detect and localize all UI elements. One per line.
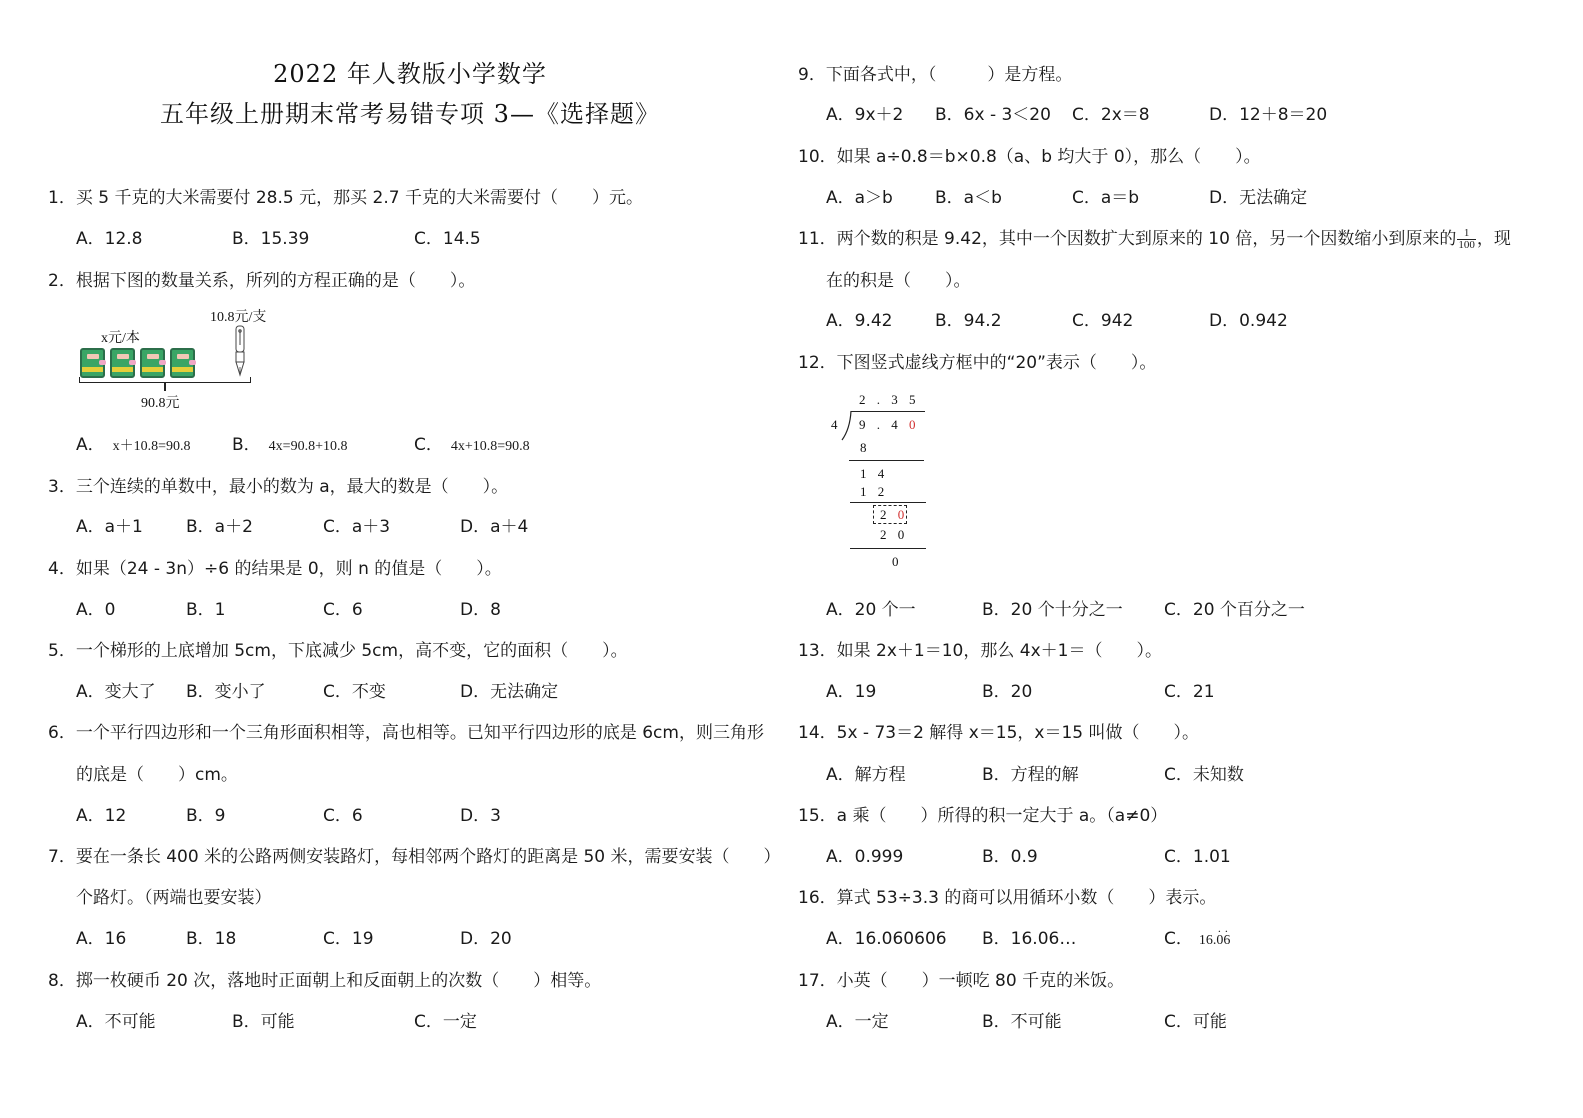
notebook-price-label: x元/本 <box>101 331 140 346</box>
question-8: 8．掷一枚硬币 20 次，落地时正面朝上和反面朝上的次数（ ）相等。 <box>48 971 602 991</box>
question-3: 3．三个连续的单数中，最小的数为 a，最大的数是（ ）。 <box>48 477 509 497</box>
question-9: 9．下面各式中，（ ）是方程。 <box>798 65 1073 85</box>
q8-option-b[interactable]: B．可能 <box>232 1012 295 1032</box>
question-14: 14．5x - 73＝2 解得 x＝15，x＝15 叫做（ ）。 <box>798 723 1200 743</box>
q1-option-a[interactable]: A．12.8 <box>76 229 143 249</box>
q7-option-a[interactable]: A．16 <box>76 929 127 949</box>
question-13: 13．如果 2x＋1＝10，那么 4x＋1＝（ ）。 <box>798 641 1162 661</box>
q6-option-b[interactable]: B．9 <box>186 806 226 826</box>
q11-option-d[interactable]: D．0.942 <box>1209 311 1288 331</box>
dividend: 9 . 4 0 <box>859 417 920 432</box>
notebook-icon <box>110 348 135 378</box>
q9-option-b[interactable]: B．6x - 3＜20 <box>935 105 1051 125</box>
notebook-icon <box>170 348 195 378</box>
q12-option-a[interactable]: A．20 个一 <box>826 600 916 620</box>
q5-option-a[interactable]: A．变大了 <box>76 682 156 702</box>
question-7-continued: 个路灯。（两端也要安装） <box>76 888 272 908</box>
title-line-2: 五年级上册期末常考易错专项 3—《选择题》 <box>160 100 660 128</box>
total-label: 90.8元 <box>141 396 180 411</box>
q15-option-a[interactable]: A．0.999 <box>826 847 904 867</box>
q4-option-c[interactable]: C．6 <box>323 600 363 620</box>
q7-option-d[interactable]: D．20 <box>460 929 512 949</box>
q13-option-c[interactable]: C．21 <box>1164 682 1215 702</box>
q14-option-b[interactable]: B．方程的解 <box>982 765 1079 785</box>
q17-option-c[interactable]: C．可能 <box>1164 1012 1227 1032</box>
q8-option-c[interactable]: C．一定 <box>414 1012 477 1032</box>
question-15: 15．a 乘（ ）所得的积一定大于 a。（a≠0） <box>798 806 1168 826</box>
question-1 <box>48 183 643 208</box>
question-5: 5．一个梯形的上底增加 5cm，下底减少 5cm，高不变，它的面积（ ）。 <box>48 641 628 661</box>
question-10: 10．如果 a÷0.8＝b×0.8（a、b 均大于 0），那么（ ）。 <box>798 147 1261 167</box>
q17-option-b[interactable]: B．不可能 <box>982 1012 1062 1032</box>
q12-option-b[interactable]: B．20 个十分之一 <box>982 600 1123 620</box>
q3-option-c[interactable]: C．a＋3 <box>323 517 391 537</box>
q2-option-b[interactable]: B． 4x=90.8+10.8 <box>232 435 348 455</box>
question-11-continued: 在的积是（ ）。 <box>826 271 971 291</box>
q16-option-b[interactable]: B．16.06… <box>982 929 1077 949</box>
q6-option-d[interactable]: D．3 <box>460 806 501 826</box>
q3-option-a[interactable]: A．a＋1 <box>76 517 143 537</box>
question-16: 16．算式 53÷3.3 的商可以用循环小数（ ）表示。 <box>798 888 1217 908</box>
q5-option-b[interactable]: B．变小了 <box>186 682 266 702</box>
q14-option-c[interactable]: C．未知数 <box>1164 765 1244 785</box>
q16-option-c[interactable]: C． 16.· 0· 6 <box>1164 924 1230 949</box>
question-11: 11．两个数的积是 9.42，其中一个因数扩大到原来的 10 倍，另一个因数缩小到原来的 $\frac{1}{100}$ ，现 <box>798 226 1511 251</box>
title-line-1: 2022 年人教版小学数学 <box>273 60 547 88</box>
q2-option-a[interactable]: A． x＋10.8=90.8 <box>76 435 191 455</box>
question-12: 12．下图竖式虚线方框中的“20”表示（ ）。 <box>798 353 1157 373</box>
q15-option-c[interactable]: C．1.01 <box>1164 847 1231 867</box>
q5-option-c[interactable]: C．不变 <box>323 682 386 702</box>
division-bracket-icon <box>840 411 852 441</box>
q12-long-division-figure: 2 . 3 5 4 9 . 4 0 8 1 4 1 2 2 0 2 0 0 <box>825 390 935 575</box>
q11-option-a[interactable]: A．9.42 <box>826 311 893 331</box>
q15-option-b[interactable]: B．0.9 <box>982 847 1038 867</box>
q13-option-a[interactable]: A．19 <box>826 682 877 702</box>
q2-option-c[interactable]: C． 4x+10.8=90.8 <box>414 435 530 455</box>
q9-option-d[interactable]: D．12＋8＝20 <box>1209 105 1328 125</box>
question-2 <box>48 266 475 291</box>
q1-option-b[interactable]: B．15.39 <box>232 229 310 249</box>
question-number: 2． <box>48 271 76 291</box>
q11-option-c[interactable]: C．942 <box>1072 311 1134 331</box>
q14-option-a[interactable]: A．解方程 <box>826 765 906 785</box>
question-17: 17．小英（ ）一顿吃 80 千克的米饭。 <box>798 971 1125 991</box>
question-6-continued: 的底是（ ）cm。 <box>76 765 238 785</box>
question-6: 6．一个平行四边形和一个三角形面积相等，高也相等。已知平行四边形的底是 6cm，则三角形 <box>48 723 764 743</box>
q3-option-b[interactable]: B．a＋2 <box>186 517 253 537</box>
q17-option-a[interactable]: A．一定 <box>826 1012 889 1032</box>
repeating-decimal: 16.· 0· 6 <box>1199 933 1231 948</box>
q7-option-c[interactable]: C．19 <box>323 929 374 949</box>
question-4: 4．如果（24 - 3n）÷6 的结果是 0，则 n 的值是（ ）。 <box>48 559 502 579</box>
q13-option-b[interactable]: B．20 <box>982 682 1033 702</box>
q3-option-d[interactable]: D．a＋4 <box>460 517 529 537</box>
question-text: 根据下图的数量关系，所列的方程正确的是（ ）。 <box>75 271 476 291</box>
notebook-icon <box>80 348 105 378</box>
q10-option-b[interactable]: B．a＜b <box>935 188 1002 208</box>
q10-option-d[interactable]: D．无法确定 <box>1209 188 1308 208</box>
question-number: 1． <box>48 188 76 208</box>
q8-option-a[interactable]: A．不可能 <box>76 1012 156 1032</box>
q9-option-c[interactable]: C．2x＝8 <box>1072 105 1150 125</box>
q7-option-b[interactable]: B．18 <box>186 929 237 949</box>
q10-option-a[interactable]: A．a＞b <box>826 188 893 208</box>
q6-option-c[interactable]: C．6 <box>323 806 363 826</box>
q4-option-b[interactable]: B．1 <box>186 600 226 620</box>
notebook-icon <box>140 348 165 378</box>
question-7: 7．要在一条长 400 米的公路两侧安装路灯，每相邻两个路灯的距离是 50 米，需要安装（ ） <box>48 847 781 867</box>
q12-option-c[interactable]: C．20 个百分之一 <box>1164 600 1305 620</box>
divisor: 4 <box>831 417 842 432</box>
q4-option-d[interactable]: D．8 <box>460 600 501 620</box>
quotient: 2 . 3 5 <box>859 392 920 407</box>
q10-option-c[interactable]: C．a＝b <box>1072 188 1140 208</box>
q1-option-c[interactable]: C．14.5 <box>414 229 481 249</box>
fraction-one-hundredth: $\frac{1}{100}$ <box>1458 226 1475 251</box>
q5-option-d[interactable]: D．无法确定 <box>460 682 559 702</box>
fountain-pen-icon <box>233 325 247 379</box>
pen-price-label: 10.8元/支 <box>210 310 267 325</box>
q11-option-b[interactable]: B．94.2 <box>935 311 1002 331</box>
q4-option-a[interactable]: A．0 <box>76 600 116 620</box>
q16-option-a[interactable]: A．16.060606 <box>826 929 947 949</box>
q9-option-a[interactable]: A．9x＋2 <box>826 105 904 125</box>
q2-figure-notebooks-and-pen <box>70 300 290 415</box>
q6-option-a[interactable]: A．12 <box>76 806 127 826</box>
question-text: 买 5 千克的大米需要付 28.5 元，那买 2.7 千克的大米需要付（ ）元。 <box>75 188 643 208</box>
